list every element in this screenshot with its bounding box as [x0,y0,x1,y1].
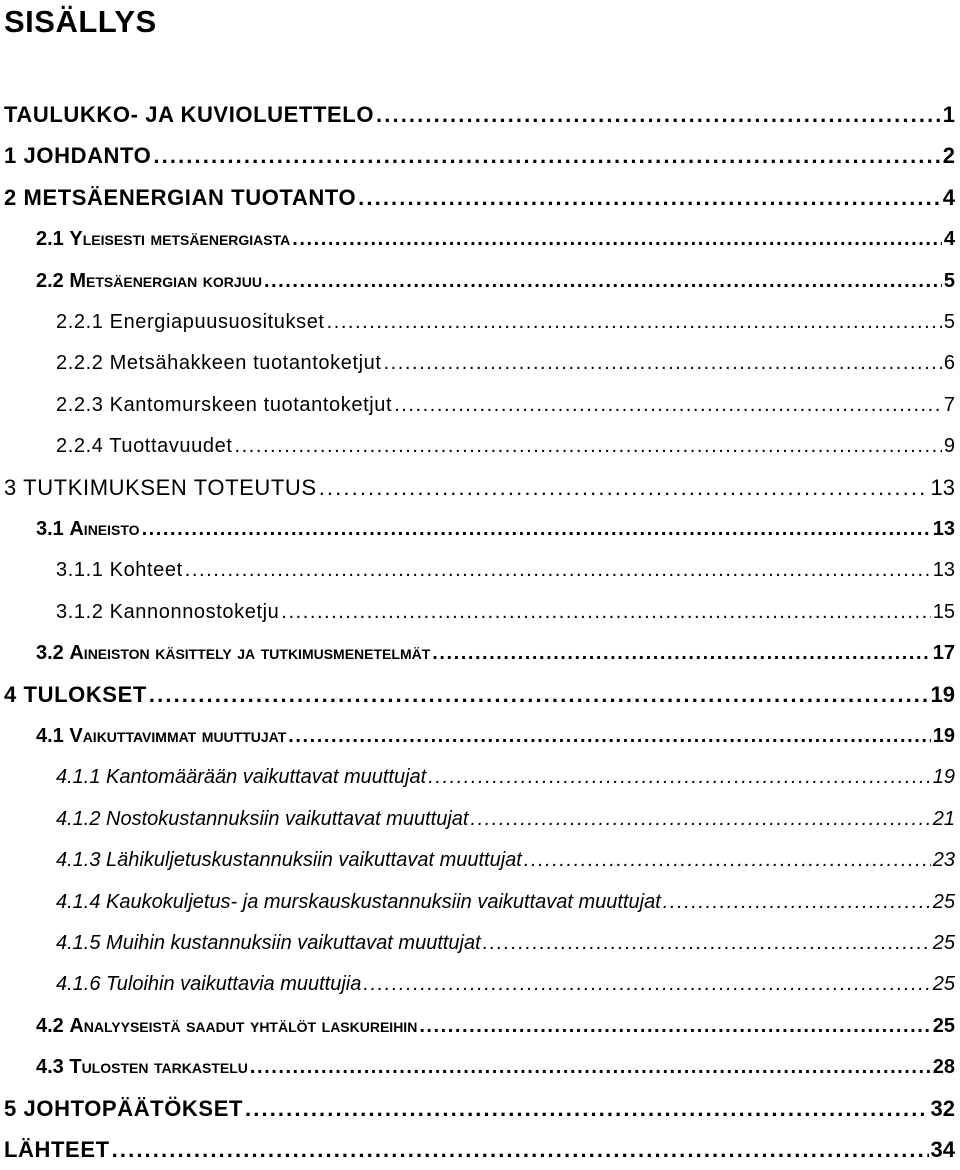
toc-entry-title: 3.2 Aineiston käsittely ja tutkimusmenetelmät [36,642,431,664]
toc-entry-title: 1 JOHDANTO [4,143,152,168]
toc-entry[interactable] [56,592,955,632]
toc-dot-leader [264,261,942,301]
toc-entry[interactable] [56,343,955,383]
toc-entry-title: 3.1 Aineisto [36,518,140,540]
toc-entry-title: TAULUKKO- JA KUVIOLUETTELO [4,102,375,127]
toc-entry-title: 4.2 Analyyseistä saadut yhtälöt laskureihin [36,1015,418,1037]
toc-entry-title: 2.2.1 Energiapuusuositukset [56,311,325,333]
page-title: SISÄLLYS [4,4,157,39]
toc-entry-title: 2.2.4 Tuottavuudet [56,435,233,457]
toc-page-number: 25 [932,932,955,954]
toc-entry[interactable] [36,1006,955,1046]
toc-page-number: 6 [943,352,955,374]
toc-entry-title: 4.1.6 Tuloihin vaikuttavia muuttujia [56,973,362,995]
toc-entry-title: 2.1 Yleisesti metsäenergiasta [36,228,291,250]
toc-entry-title: 4.1.3 Lähikuljetuskustannuksiin vaikuttavat muuttujat [56,849,522,871]
toc-dot-leader [363,964,930,1004]
toc-page-number: 5 [943,311,955,333]
toc-entry[interactable] [4,1089,955,1129]
toc-entry-title: 3.1.1 Kohteet [56,559,183,581]
toc-dot-leader [149,675,929,715]
toc-entry[interactable] [56,882,955,922]
toc-page-number: 32 [930,1096,955,1121]
toc-dot-leader [292,219,942,259]
toc-dot-leader [376,95,941,135]
toc-dot-leader [428,757,931,797]
toc-entry[interactable] [36,261,955,301]
toc-entry-title: 4.3 Tulosten tarkastelu [36,1056,248,1078]
toc-dot-leader [524,840,931,880]
toc-page-number: 25 [932,891,955,913]
toc-dot-leader [288,716,930,756]
toc-entry[interactable] [36,633,955,673]
toc-dot-leader [234,426,941,466]
toc-entry[interactable] [4,178,955,218]
toc-entry[interactable] [36,219,955,259]
toc-entry[interactable] [56,426,955,466]
toc-entry-title: 4.1.1 Kantomäärään vaikuttavat muuttujat [56,766,427,788]
toc-entry[interactable] [4,95,955,135]
toc-entry-title: 4 TULOKSET [4,682,147,707]
toc-entry-title: 4.1.5 Muihin kustannuksiin vaikuttavat muuttujat [56,932,481,954]
toc-page-number: 15 [932,601,955,623]
toc-entry[interactable] [56,840,955,880]
toc-page-number: 34 [930,1137,955,1162]
toc-entry-title: 5 JOHTOPÄÄTÖKSET [4,1096,244,1121]
toc-dot-leader [185,550,931,590]
toc-entry[interactable] [36,509,955,549]
toc-page-number: 5 [943,270,955,292]
toc-page-number: 17 [932,642,955,664]
toc-entry[interactable] [4,1130,955,1170]
toc-page-number: 9 [943,435,955,457]
toc-page-number: 4 [943,228,955,250]
toc-entry-title: 4.1.2 Nostokustannuksiin vaikuttavat muuttujat [56,808,469,830]
toc-entry-title: 3 TUTKIMUKSEN TOTEUTUS [4,475,317,500]
toc-entry[interactable] [56,923,955,963]
toc-page-number: 2 [942,143,955,168]
toc-entry[interactable] [56,302,955,342]
toc-entry[interactable] [36,1047,955,1087]
toc-dot-leader [153,136,940,176]
toc-dot-leader [394,385,942,425]
toc-page-number: 23 [932,849,955,871]
toc-entry[interactable] [56,385,955,425]
toc-dot-leader [142,509,931,549]
toc-page-number: 19 [930,682,955,707]
toc-entry[interactable] [36,716,955,756]
toc-entry-title: 2.2.3 Kantomurskeen tuotantoketjut [56,394,393,416]
toc-page-number: 7 [943,394,955,416]
toc-page-number: 19 [932,766,955,788]
toc-dot-leader [281,592,930,632]
toc-page-number: 25 [932,1015,955,1037]
toc-entry[interactable] [56,757,955,797]
toc-dot-leader [327,302,942,342]
toc-entry[interactable] [4,675,955,715]
toc-entry-title: 4.1.4 Kaukokuljetus- ja murskauskustannuksiin vaikuttavat muuttujat [56,891,661,913]
toc-entry[interactable] [56,799,955,839]
toc-page-number: 1 [942,102,955,127]
toc-dot-leader [419,1006,930,1046]
toc-dot-leader [384,343,942,383]
toc-dot-leader [319,468,929,508]
toc-entry-title: 4.1 Vaikuttavimmat muuttujat [36,725,287,747]
toc-entry[interactable] [56,964,955,1004]
toc-dot-leader [483,923,931,963]
toc-page-number: 13 [930,475,955,500]
toc-dot-leader [470,799,930,839]
toc-page-number: 21 [932,808,955,830]
toc-dot-leader [245,1089,929,1129]
toc-entry-title: 2.2 Metsäenergian korjuu [36,270,262,292]
toc-dot-leader [112,1130,929,1170]
toc-page-number: 25 [932,973,955,995]
toc-dot-leader [663,882,931,922]
toc-entry-title: 2 METSÄENERGIAN TUOTANTO [4,185,357,210]
toc-dot-leader [250,1047,931,1087]
toc-page-number: 19 [932,725,955,747]
toc-page-number: 28 [932,1056,955,1078]
toc-dot-leader [432,633,930,673]
toc-entry-title: LÄHTEET [4,1137,110,1162]
toc-dot-leader [358,178,941,218]
toc-page-number: 4 [942,185,955,210]
toc-entry[interactable] [56,550,955,590]
toc-entry-title: 3.1.2 Kannonnostoketju [56,601,280,623]
toc-page-number: 13 [932,518,955,540]
toc-entry[interactable] [4,136,955,176]
toc-entry[interactable] [4,468,955,508]
toc-page-number: 13 [932,559,955,581]
toc-entry-title: 2.2.2 Metsähakkeen tuotantoketjut [56,352,382,374]
